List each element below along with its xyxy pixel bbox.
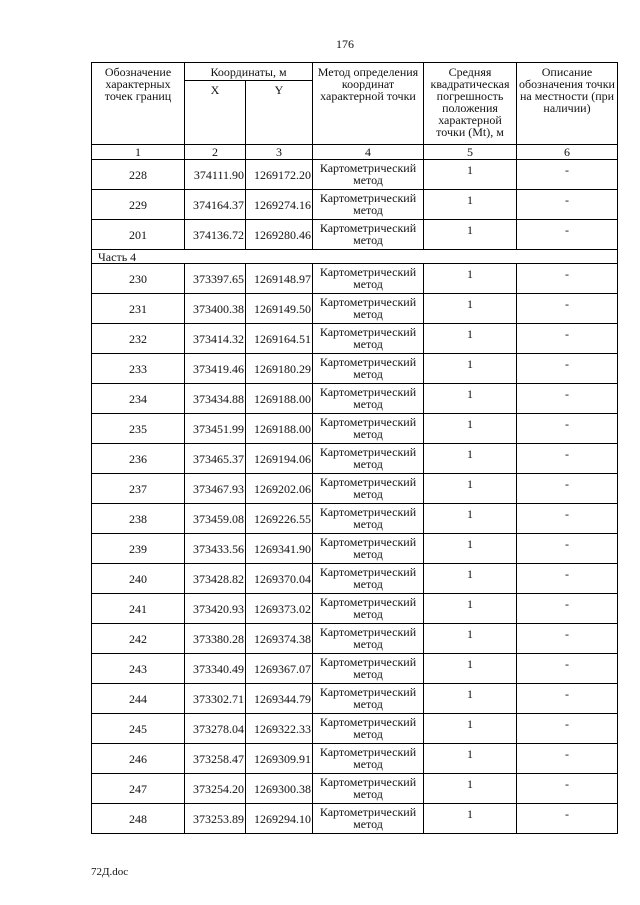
method-cell: Картометрический метод xyxy=(313,804,424,834)
accuracy-cell: 1 xyxy=(424,324,517,354)
table-row xyxy=(92,444,618,474)
accuracy-cell: 1 xyxy=(424,744,517,774)
description-cell: - xyxy=(517,564,618,594)
y-coordinate: 1269180.29 xyxy=(246,354,313,384)
description-cell: - xyxy=(517,414,618,444)
table-row xyxy=(92,294,618,324)
x-coordinate: 373434.88 xyxy=(185,384,246,414)
table-row xyxy=(92,474,618,504)
description-cell: - xyxy=(517,804,618,834)
x-coordinate: 373467.93 xyxy=(185,474,246,504)
y-coordinate: 1269188.00 xyxy=(246,414,313,444)
x-coordinate: 374111.90 xyxy=(185,160,246,190)
y-coordinate: 1269188.00 xyxy=(246,384,313,414)
table-row xyxy=(92,384,618,414)
column-index: 6 xyxy=(517,145,618,160)
accuracy-cell: 1 xyxy=(424,444,517,474)
table-row xyxy=(92,220,618,250)
point-number: 230 xyxy=(92,264,185,294)
point-number: 239 xyxy=(92,534,185,564)
point-number: 242 xyxy=(92,624,185,654)
description-cell: - xyxy=(517,594,618,624)
table-row xyxy=(92,624,618,654)
x-coordinate: 373254.20 xyxy=(185,774,246,804)
accuracy-cell: 1 xyxy=(424,654,517,684)
x-coordinate: 373253.89 xyxy=(185,804,246,834)
accuracy-cell: 1 xyxy=(424,414,517,444)
point-number: 232 xyxy=(92,324,185,354)
x-coordinate: 373380.28 xyxy=(185,624,246,654)
method-cell: Картометрический метод xyxy=(313,190,424,220)
x-coordinate: 373465.37 xyxy=(185,444,246,474)
coordinates-table xyxy=(91,62,618,834)
description-cell: - xyxy=(517,220,618,250)
header-x: X xyxy=(185,81,246,145)
table-row xyxy=(92,744,618,774)
description-cell: - xyxy=(517,744,618,774)
accuracy-cell: 1 xyxy=(424,264,517,294)
x-coordinate: 373400.38 xyxy=(185,294,246,324)
point-number: 244 xyxy=(92,684,185,714)
y-coordinate: 1269164.51 xyxy=(246,324,313,354)
table-row xyxy=(92,684,618,714)
x-coordinate: 373459.08 xyxy=(185,504,246,534)
table-row xyxy=(92,324,618,354)
table-row xyxy=(92,504,618,534)
description-cell: - xyxy=(517,474,618,504)
y-coordinate: 1269341.90 xyxy=(246,534,313,564)
point-number: 238 xyxy=(92,504,185,534)
table-row xyxy=(92,714,618,744)
method-cell: Картометрический метод xyxy=(313,534,424,564)
accuracy-cell: 1 xyxy=(424,220,517,250)
method-cell: Картометрический метод xyxy=(313,564,424,594)
y-coordinate: 1269309.91 xyxy=(246,744,313,774)
x-coordinate: 373420.93 xyxy=(185,594,246,624)
description-cell: - xyxy=(517,714,618,744)
x-coordinate: 373278.04 xyxy=(185,714,246,744)
description-cell: - xyxy=(517,444,618,474)
x-coordinate: 374136.72 xyxy=(185,220,246,250)
accuracy-cell: 1 xyxy=(424,624,517,654)
y-coordinate: 1269300.38 xyxy=(246,774,313,804)
point-number: 243 xyxy=(92,654,185,684)
description-cell: - xyxy=(517,190,618,220)
y-coordinate: 1269172.20 xyxy=(246,160,313,190)
y-coordinate: 1269294.10 xyxy=(246,804,313,834)
point-number: 247 xyxy=(92,774,185,804)
accuracy-cell: 1 xyxy=(424,160,517,190)
description-cell: - xyxy=(517,264,618,294)
table-row xyxy=(92,534,618,564)
point-number: 231 xyxy=(92,294,185,324)
accuracy-cell: 1 xyxy=(424,190,517,220)
y-coordinate: 1269226.55 xyxy=(246,504,313,534)
description-cell: - xyxy=(517,384,618,414)
y-coordinate: 1269367.07 xyxy=(246,654,313,684)
x-coordinate: 373258.47 xyxy=(185,744,246,774)
method-cell: Картометрический метод xyxy=(313,294,424,324)
method-cell: Картометрический метод xyxy=(313,744,424,774)
accuracy-cell: 1 xyxy=(424,474,517,504)
x-coordinate: 373433.56 xyxy=(185,534,246,564)
table-row xyxy=(92,654,618,684)
point-number: 236 xyxy=(92,444,185,474)
description-cell: - xyxy=(517,684,618,714)
description-cell: - xyxy=(517,324,618,354)
point-number: 240 xyxy=(92,564,185,594)
description-cell: - xyxy=(517,624,618,654)
accuracy-cell: 1 xyxy=(424,384,517,414)
accuracy-cell: 1 xyxy=(424,534,517,564)
column-index: 2 xyxy=(185,145,246,160)
method-cell: Картометрический метод xyxy=(313,160,424,190)
accuracy-cell: 1 xyxy=(424,774,517,804)
x-coordinate: 373414.32 xyxy=(185,324,246,354)
point-number: 237 xyxy=(92,474,185,504)
column-index: 1 xyxy=(92,145,185,160)
method-cell: Картометрический метод xyxy=(313,384,424,414)
method-cell: Картометрический метод xyxy=(313,714,424,744)
table-row xyxy=(92,160,618,190)
method-cell: Картометрический метод xyxy=(313,354,424,384)
y-coordinate: 1269322.33 xyxy=(246,714,313,744)
y-coordinate: 1269194.06 xyxy=(246,444,313,474)
method-cell: Картометрический метод xyxy=(313,264,424,294)
y-coordinate: 1269374.38 xyxy=(246,624,313,654)
description-cell: - xyxy=(517,774,618,804)
method-cell: Картометрический метод xyxy=(313,220,424,250)
description-cell: - xyxy=(517,534,618,564)
y-coordinate: 1269148.97 xyxy=(246,264,313,294)
accuracy-cell: 1 xyxy=(424,564,517,594)
method-cell: Картометрический метод xyxy=(313,654,424,684)
table-row xyxy=(92,414,618,444)
header-method: Метод определения координат характерной точки xyxy=(313,63,424,145)
header-coordinates: Координаты, м xyxy=(185,63,313,81)
table-row xyxy=(92,594,618,624)
method-cell: Картометрический метод xyxy=(313,444,424,474)
x-coordinate: 373397.65 xyxy=(185,264,246,294)
point-number: 233 xyxy=(92,354,185,384)
method-cell: Картометрический метод xyxy=(313,624,424,654)
y-coordinate: 1269344.79 xyxy=(246,684,313,714)
x-coordinate: 373302.71 xyxy=(185,684,246,714)
method-cell: Картометрический метод xyxy=(313,474,424,504)
point-number: 246 xyxy=(92,744,185,774)
header-accuracy: Средняя квадратическая погрешность положения характерной точки (Mt), м xyxy=(424,63,517,145)
x-coordinate: 373428.82 xyxy=(185,564,246,594)
point-number: 234 xyxy=(92,384,185,414)
column-index: 5 xyxy=(424,145,517,160)
accuracy-cell: 1 xyxy=(424,594,517,624)
section-title: Часть 4 xyxy=(92,250,618,264)
y-coordinate: 1269202.06 xyxy=(246,474,313,504)
method-cell: Картометрический метод xyxy=(313,504,424,534)
point-number: 228 xyxy=(92,160,185,190)
footer-filename: 72Д.doc xyxy=(91,866,129,878)
description-cell: - xyxy=(517,654,618,684)
table-row xyxy=(92,804,618,834)
method-cell: Картометрический метод xyxy=(313,684,424,714)
accuracy-cell: 1 xyxy=(424,804,517,834)
point-number: 229 xyxy=(92,190,185,220)
point-number: 245 xyxy=(92,714,185,744)
y-coordinate: 1269274.16 xyxy=(246,190,313,220)
accuracy-cell: 1 xyxy=(424,354,517,384)
point-number: 235 xyxy=(92,414,185,444)
point-number: 201 xyxy=(92,220,185,250)
x-coordinate: 373451.99 xyxy=(185,414,246,444)
point-number: 241 xyxy=(92,594,185,624)
table-row xyxy=(92,264,618,294)
method-cell: Картометрический метод xyxy=(313,414,424,444)
column-index-row xyxy=(92,145,618,160)
description-cell: - xyxy=(517,504,618,534)
header-point: Обозначение характерных точек границ xyxy=(92,63,185,145)
point-number: 248 xyxy=(92,804,185,834)
y-coordinate: 1269373.02 xyxy=(246,594,313,624)
table-row xyxy=(92,774,618,804)
accuracy-cell: 1 xyxy=(424,714,517,744)
header-y: Y xyxy=(246,81,313,145)
column-index: 4 xyxy=(313,145,424,160)
table-row xyxy=(92,564,618,594)
accuracy-cell: 1 xyxy=(424,504,517,534)
method-cell: Картометрический метод xyxy=(313,594,424,624)
method-cell: Картометрический метод xyxy=(313,774,424,804)
x-coordinate: 373340.49 xyxy=(185,654,246,684)
description-cell: - xyxy=(517,294,618,324)
x-coordinate: 374164.37 xyxy=(185,190,246,220)
table-row xyxy=(92,354,618,384)
x-coordinate: 373419.46 xyxy=(185,354,246,384)
page-number: 176 xyxy=(336,37,354,51)
y-coordinate: 1269149.50 xyxy=(246,294,313,324)
column-index: 3 xyxy=(246,145,313,160)
header-description: Описание обозначения точки на местности (при наличии) xyxy=(517,63,618,145)
y-coordinate: 1269280.46 xyxy=(246,220,313,250)
description-cell: - xyxy=(517,354,618,384)
accuracy-cell: 1 xyxy=(424,294,517,324)
description-cell: - xyxy=(517,160,618,190)
section-row xyxy=(92,250,618,264)
table-row xyxy=(92,190,618,220)
y-coordinate: 1269370.04 xyxy=(246,564,313,594)
accuracy-cell: 1 xyxy=(424,684,517,714)
method-cell: Картометрический метод xyxy=(313,324,424,354)
